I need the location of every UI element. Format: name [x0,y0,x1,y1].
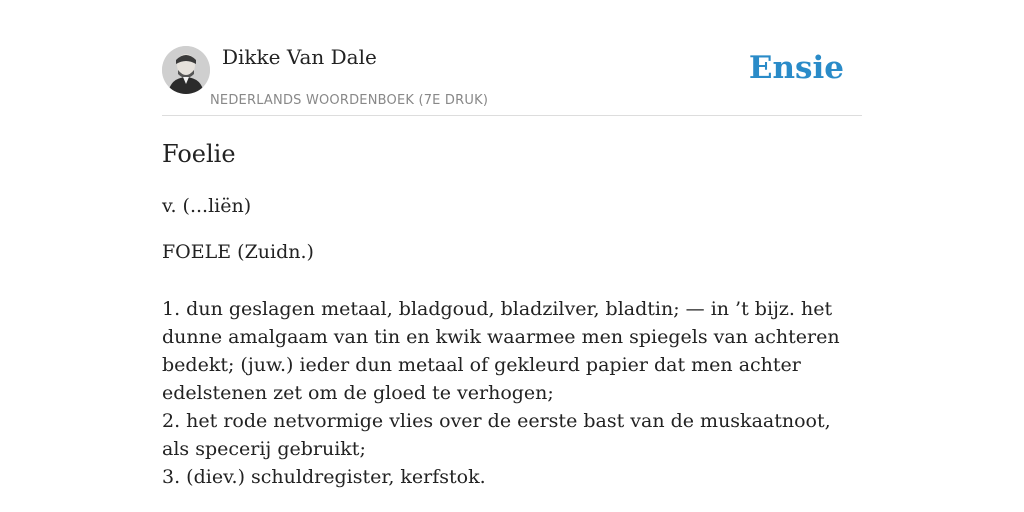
ensie-logo[interactable]: Ensie [748,50,844,86]
entry-header [162,40,862,116]
definition-1: 1. dun geslagen metaal, bladgoud, bladzilver, bladtin; — in ’t bijz. het dunne amalgaam van tin en kwik waarmee men spiegels van achteren bedekt; (juw.) ieder dun metaal of gekleurd papier dat men achter edelstenen zet om de gloed te verhogen; [162,298,840,404]
entry-definitions [162,295,862,491]
entry-card [162,40,862,488]
entry-grammar: v. (...liën) [162,195,252,217]
author-name[interactable]: Dikke Van Dale [222,45,377,69]
definition-3: 3. (diev.) schuldregister, kerfstok. [162,466,486,488]
source-label[interactable]: NEDERLANDS WOORDENBOEK (7E DRUK) [210,93,489,108]
definition-2: 2. het rode netvormige vlies over de eerste bast van de muskaatnoot, als specerij gebruikt; [162,410,831,460]
author-avatar[interactable] [162,46,210,94]
portrait-icon [162,46,210,94]
entry-title: Foelie [162,140,236,168]
entry-variant: FOELE (Zuidn.) [162,241,314,263]
